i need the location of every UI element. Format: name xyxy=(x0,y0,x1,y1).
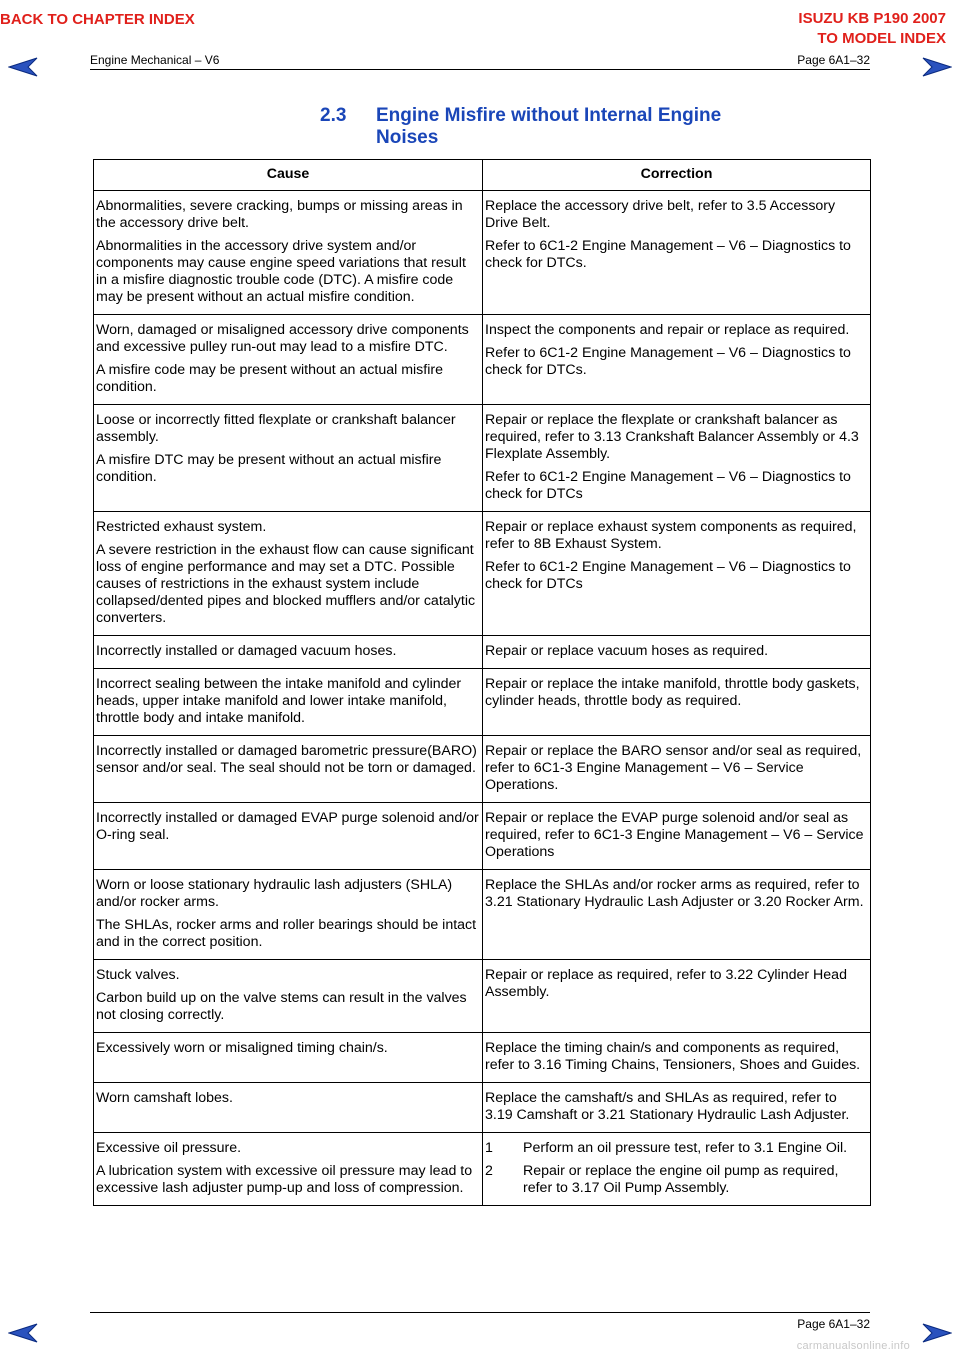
correction-cell xyxy=(483,315,871,405)
table-row xyxy=(94,736,871,803)
cause-cell xyxy=(94,669,483,736)
cause-text: A severe restriction in the exhaust flow can cause significant loss of engine performance and may set a DTC. Possible causes of restrictions in the exhaust system include collapsed/dented pipes and blocked mufflers and/or catalytic converters. xyxy=(96,542,476,626)
correction-cell xyxy=(483,736,871,803)
back-to-chapter-index-link[interactable]: BACK TO CHAPTER INDEX xyxy=(0,11,195,28)
header-divider xyxy=(90,69,870,70)
correction-text: Repair or replace the EVAP purge solenoid and/or seal as required, refer to 6C1-3 Engine Management – V6 – Service Operations xyxy=(485,810,864,860)
correction-cell xyxy=(483,803,871,870)
table-row xyxy=(94,191,871,315)
cause-text: A lubrication system with excessive oil pressure may lead to excessive lash adjuster pump-up and loss of compression. xyxy=(96,1163,473,1196)
cause-text: Excessively worn or misaligned timing chain/s. xyxy=(96,1040,388,1056)
cause-text: Abnormalities in the accessory drive system and/or components may cause engine speed variations that result in a misfire diagnostic trouble code (DTC). A misfire code may be present without an actual misfire condition. xyxy=(96,238,466,305)
correction-text: Replace the SHLAs and/or rocker arms as required, refer to 3.21 Stationary Hydraulic Lash Adjuster or 3.20 Rocker Arm. xyxy=(485,877,864,910)
correction-cell xyxy=(483,191,871,315)
correction-text: Replace the timing chain/s and components as required, refer to 3.16 Timing Chains, Tensioners, Shoes and Guides. xyxy=(485,1040,861,1073)
table-header-row xyxy=(94,160,871,191)
cause-text: Incorrectly installed or damaged EVAP purge solenoid and/or O-ring seal. xyxy=(96,810,479,843)
correction-text: Repair or replace as required, refer to 3.22 Cylinder Head Assembly. xyxy=(485,967,847,1000)
table-row xyxy=(94,1033,871,1083)
correction-cell xyxy=(483,669,871,736)
running-header-page: Page 6A1–32 xyxy=(797,53,870,67)
cause-text: Worn or loose stationary hydraulic lash adjusters (SHLA) and/or rocker arms. xyxy=(96,877,453,910)
correction-text: Repair or replace the intake manifold, throttle body gaskets, cylinder heads, throttle body as required. xyxy=(485,676,860,709)
cause-text: Loose or incorrectly fitted flexplate or crankshaft balancer assembly. xyxy=(96,412,456,445)
numbered-step xyxy=(485,1163,868,1197)
footer-page-number: Page 6A1–32 xyxy=(797,1317,870,1331)
table-row xyxy=(94,870,871,960)
next-page-arrow-icon[interactable] xyxy=(922,1322,952,1344)
cause-cell xyxy=(94,315,483,405)
cause-text: Worn, damaged or misaligned accessory drive components and excessive pulley run-out may lead to a misfire DTC. xyxy=(96,322,469,355)
correction-cell xyxy=(483,960,871,1033)
table-row xyxy=(94,1133,871,1206)
cause-cell xyxy=(94,1133,483,1206)
correction-cell xyxy=(483,870,871,960)
model-title-link[interactable]: ISUZU KB P190 2007 xyxy=(798,10,946,27)
correction-text: Replace the accessory drive belt, refer to 3.5 Accessory Drive Belt. xyxy=(485,198,836,231)
next-page-arrow-icon[interactable] xyxy=(922,56,952,78)
correction-text: Refer to 6C1-2 Engine Management – V6 – Diagnostics to check for DTCs xyxy=(485,469,851,502)
correction-text: Repair or replace exhaust system components as required, refer to 8B Exhaust System. xyxy=(485,519,857,552)
step-text: Repair or replace the engine oil pump as required, refer to 3.17 Oil Pump Assembly. xyxy=(523,1163,839,1196)
correction-text: Inspect the components and repair or replace as required. xyxy=(485,322,850,338)
cause-text: The SHLAs, rocker arms and roller bearings should be intact and in the correct position. xyxy=(96,917,477,950)
cause-cell xyxy=(94,1083,483,1133)
step-number: 1 xyxy=(485,1140,493,1156)
numbered-step xyxy=(485,1140,868,1157)
correction-text: Refer to 6C1-2 Engine Management – V6 – Diagnostics to check for DTCs. xyxy=(485,345,851,378)
cause-cell xyxy=(94,960,483,1033)
correction-text: Refer to 6C1-2 Engine Management – V6 – Diagnostics to check for DTCs xyxy=(485,559,851,592)
previous-page-arrow-icon[interactable] xyxy=(8,1322,38,1344)
cause-text: Abnormalities, severe cracking, bumps or missing areas in the accessory drive belt. xyxy=(96,198,463,231)
correction-text: Repair or replace the BARO sensor and/or seal as required, refer to 6C1-3 Engine Management – V6 – Service Operations. xyxy=(485,743,862,793)
cause-cell xyxy=(94,870,483,960)
step-number: 2 xyxy=(485,1163,493,1179)
section-number: 2.3 xyxy=(320,105,347,126)
table-row xyxy=(94,669,871,736)
table-row xyxy=(94,803,871,870)
cause-cell xyxy=(94,405,483,512)
cause-text: A misfire DTC may be present without an actual misfire condition. xyxy=(96,452,442,485)
cause-cell xyxy=(94,512,483,636)
cause-text: Excessive oil pressure. xyxy=(96,1140,242,1156)
table-row xyxy=(94,1083,871,1133)
cause-cell xyxy=(94,1033,483,1083)
correction-text: Replace the camshaft/s and SHLAs as required, refer to 3.19 Camshaft or 3.21 Stationary Hydraulic Lash Adjuster. xyxy=(485,1090,850,1123)
cause-column-header: Cause xyxy=(94,160,483,191)
cause-text: Incorrectly installed or damaged vacuum hoses. xyxy=(96,643,397,659)
section-title: Engine Misfire without Internal Engine Noises xyxy=(376,105,722,148)
footer-divider xyxy=(90,1312,870,1313)
table-row xyxy=(94,636,871,669)
cause-text: A misfire code may be present without an actual misfire condition. xyxy=(96,362,443,395)
cause-text: Incorrectly installed or damaged barometric pressure(BARO) sensor and/or seal. The seal should not be torn or damaged. xyxy=(96,743,477,776)
running-header-title: Engine Mechanical – V6 xyxy=(90,53,220,67)
correction-text: Repair or replace the flexplate or crankshaft balancer as required, refer to 3.13 Crankshaft Balancer Assembly or 4.3 Flexplate Assembly. xyxy=(485,412,859,462)
correction-text: Refer to 6C1-2 Engine Management – V6 – Diagnostics to check for DTCs. xyxy=(485,238,851,271)
correction-cell xyxy=(483,636,871,669)
table-row xyxy=(94,512,871,636)
correction-cell xyxy=(483,405,871,512)
correction-cell xyxy=(483,1083,871,1133)
to-model-index-link[interactable]: TO MODEL INDEX xyxy=(817,30,946,47)
cause-text: Carbon build up on the valve stems can result in the valves not closing correctly. xyxy=(96,990,467,1023)
watermark-brand: carmanualsonline.info xyxy=(796,1340,910,1352)
correction-cell xyxy=(483,512,871,636)
cause-text: Restricted exhaust system. xyxy=(96,519,267,535)
cause-cell xyxy=(94,736,483,803)
cause-cell xyxy=(94,803,483,870)
cause-text: Stuck valves. xyxy=(96,967,180,983)
correction-text: Repair or replace vacuum hoses as required. xyxy=(485,643,769,659)
correction-cell xyxy=(483,1133,871,1206)
cause-correction-table xyxy=(93,159,871,1206)
step-text: Perform an oil pressure test, refer to 3.1 Engine Oil. xyxy=(523,1140,848,1156)
cause-text: Incorrect sealing between the intake manifold and cylinder heads, upper intake manifold and lower intake manifold, throttle body and intake manifold. xyxy=(96,676,462,726)
correction-column-header: Correction xyxy=(483,160,871,191)
cause-cell xyxy=(94,636,483,669)
table-row xyxy=(94,405,871,512)
cause-text: Worn camshaft lobes. xyxy=(96,1090,233,1106)
table-row xyxy=(94,315,871,405)
cause-cell xyxy=(94,191,483,315)
previous-page-arrow-icon[interactable] xyxy=(8,56,38,78)
table-row xyxy=(94,960,871,1033)
correction-cell xyxy=(483,1033,871,1083)
